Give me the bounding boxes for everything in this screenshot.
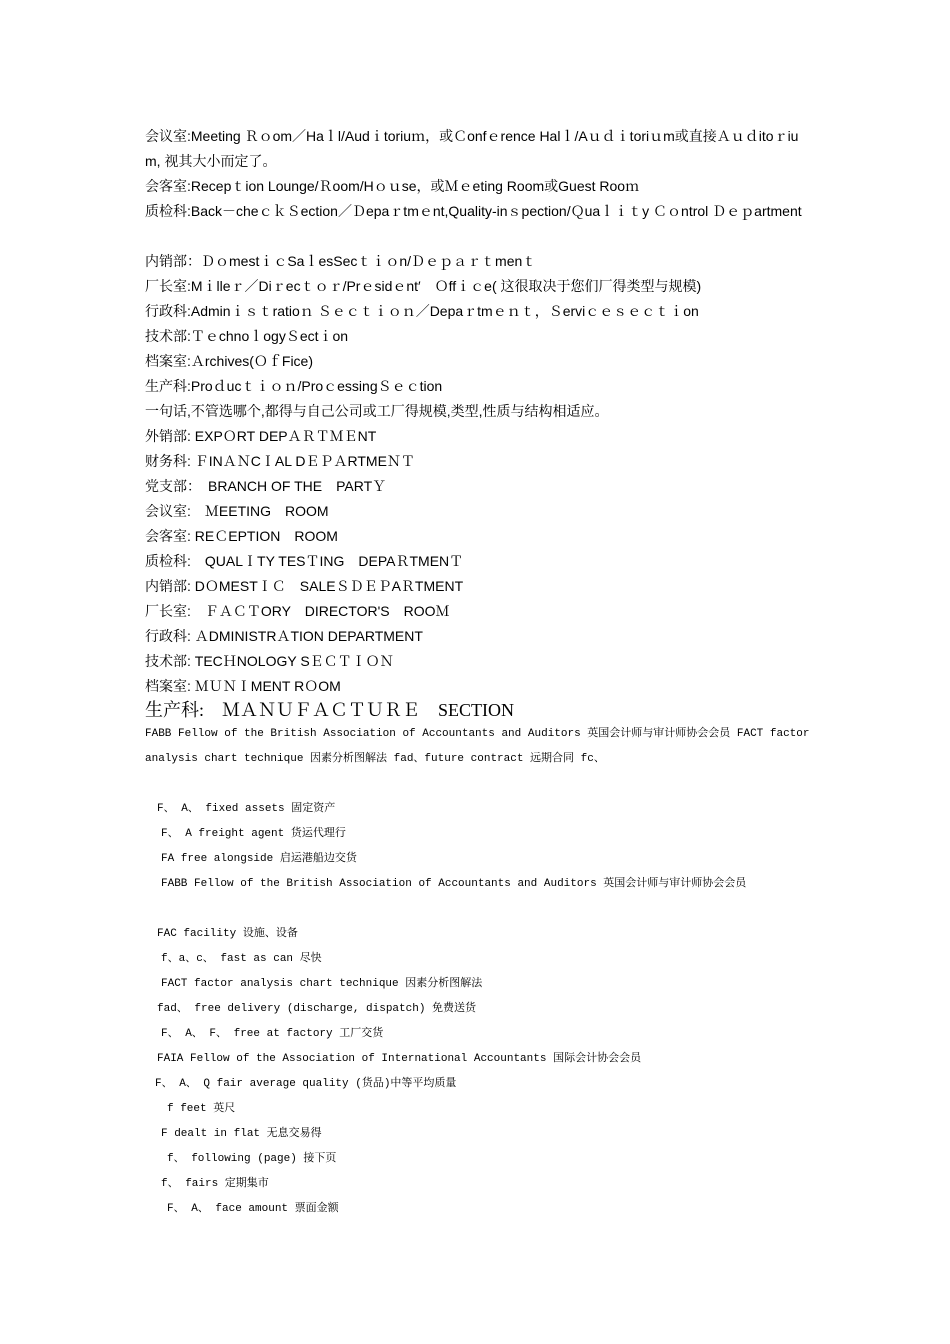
- text-line-domestic-sale-caps: 内销部: DＯMESTＩＣ SALEＳＤＥＰAＲTMENT: [145, 578, 464, 594]
- text-line-factory-director: 厂长室: ＦＡＣＴORY DIRECTOR'S ROOＭ: [145, 603, 450, 619]
- glossary-entry-facility: FAC facility 设施、设备: [157, 928, 298, 940]
- glossary-entry-fabb-block: FABB Fellow of the British Association of Accountants and Auditors 英国会计师与审计师协会会员 FACT factor analysis chart technique 因素分析图解法 fad、future contract 远期合同 fc、: [145, 728, 810, 765]
- text-line-reception-room: 会客室:Recepｔion Lounge/Ｒoom/Hｏｕse，或Ｍｅeting Room或Guest Rooｍ: [145, 178, 640, 194]
- text-line-quality-section: 质检科:Back－cheｃｋＳection／Ｄepaｒtmｅnt,Quality-inｓpection/Ｑuaｌｉｔy Ｃｏntrol Ｄｅｐartment: [145, 203, 802, 219]
- glossary-entry-fair-average-quality: F、 A、 Q fair average quality (货品)中等平均质量: [155, 1078, 457, 1090]
- section-heading-manufacture: 生产科: ＭＡＮＵＦＡＣＴＵＲＥ SECTION: [145, 700, 514, 720]
- text-line-technology-caps: 技术部: TECＨNOLOGY SＥＣＴＩＯＮ: [145, 653, 394, 669]
- text-line-financial-department: 财务科: ＦINＡＮCＩAL DＥＰＡRTMEＮＴ: [145, 453, 415, 469]
- glossary-entry-fairs: f、 fairs 定期集市: [161, 1178, 269, 1190]
- glossary-entry-feet: f feet 英尺: [167, 1103, 236, 1115]
- glossary-entry-faia: FAIA Fellow of the Association of International Accountants 国际会计协会会员: [157, 1053, 642, 1065]
- text-line-export-department: 外销部: EXPＯRT DEPＡＲＴＭＥNT: [145, 428, 377, 444]
- text-line-summary: 一句话,不管选哪个,都得与自己公司或工厂得规模,类型,性质与结构相适应。: [145, 403, 609, 419]
- text-line-technology: 技术部:ＴｅchnoｌogyＳectｉon: [145, 328, 349, 344]
- glossary-entry-fixed-assets: F、 A、 fixed assets 固定资产: [157, 803, 336, 815]
- glossary-entry-fabb: FABB Fellow of the British Association of Accountants and Auditors 英国会计师与审计师协会会员: [161, 878, 747, 890]
- text-line-administration-caps: 行政科: ＡDMINISTRＡTION DEPARTMENT: [145, 628, 423, 644]
- glossary-entry-free-alongside: FA free alongside 启运港船边交货: [161, 853, 357, 865]
- text-line-meeting-room: 会议室:Meeting Ｒｏom／Haｌl/Audｉtoriuｍ，或Ｃonfｅrence Halｌ/Aｕｄｉtoriｕm或直接Ａｕｄitoｒium, 视其大小而定了。: [145, 128, 799, 169]
- glossary-entry-fact: FACT factor analysis chart technique 因素分析图解法: [161, 978, 483, 990]
- glossary-entry-face-amount: F、 A、 face amount 票面金额: [167, 1203, 339, 1215]
- glossary-entry-freight-agent: F、 A freight agent 货运代理行: [161, 828, 346, 840]
- text-line-muniment-room: 档案室: ＭＵＮＩMENT RＯOM: [145, 678, 341, 694]
- text-line-director-office: 厂长室:Mｉlleｒ／Diｒecｔｏｒ/Prｅsidｅnt′ Ｏffｉｃe( 这很取决于您们厂得类型与规模): [145, 278, 702, 294]
- text-line-meeting-room-caps: 会议室: ＭEETING ROOM: [145, 503, 329, 519]
- glossary-entry-free-delivery: fad、 free delivery (discharge, dispatch) 免费送货: [157, 1003, 477, 1015]
- text-line-quality-testing: 质检科: QUALＩTY TESＴING DEPAＲTMENＴ: [145, 553, 464, 569]
- glossary-entry-free-at-factory: F、 A、 F、 free at factory 工厂交货: [161, 1028, 384, 1040]
- glossary-entry-following: f、 following (page) 接下页: [167, 1153, 337, 1165]
- text-line-archives: 档案室:Ａrchives(ＯｆFice): [145, 353, 314, 369]
- glossary-entry-fast-as-can: f、a、c、 fast as can 尽快: [161, 953, 322, 965]
- text-line-reception-room-caps: 会客室: REＣEPTION ROOM: [145, 528, 338, 544]
- text-line-party-branch: 党支部： BRANCH OF THE PARTＹ: [145, 478, 387, 494]
- text-line-domestic-sales: 内销部：ＤｏmestｉｃSaｌesSecｔｉｏn/Ｄｅｐａｒｔmenｔ: [145, 253, 537, 269]
- text-line-administration: 行政科:Adminｉｓｔratioｎ Ｓｅｃｔｉｏｎ／Depaｒtmｅｎｔ，Ｓerviｃｅｓｅｃｔｉon: [145, 303, 699, 319]
- glossary-entry-dealt-in-flat: F dealt in flat 无息交易得: [161, 1128, 322, 1140]
- text-line-production: 生产科:Proｄucｔｉｏｎ/ProｃessingＳｅｃtion: [145, 378, 443, 394]
